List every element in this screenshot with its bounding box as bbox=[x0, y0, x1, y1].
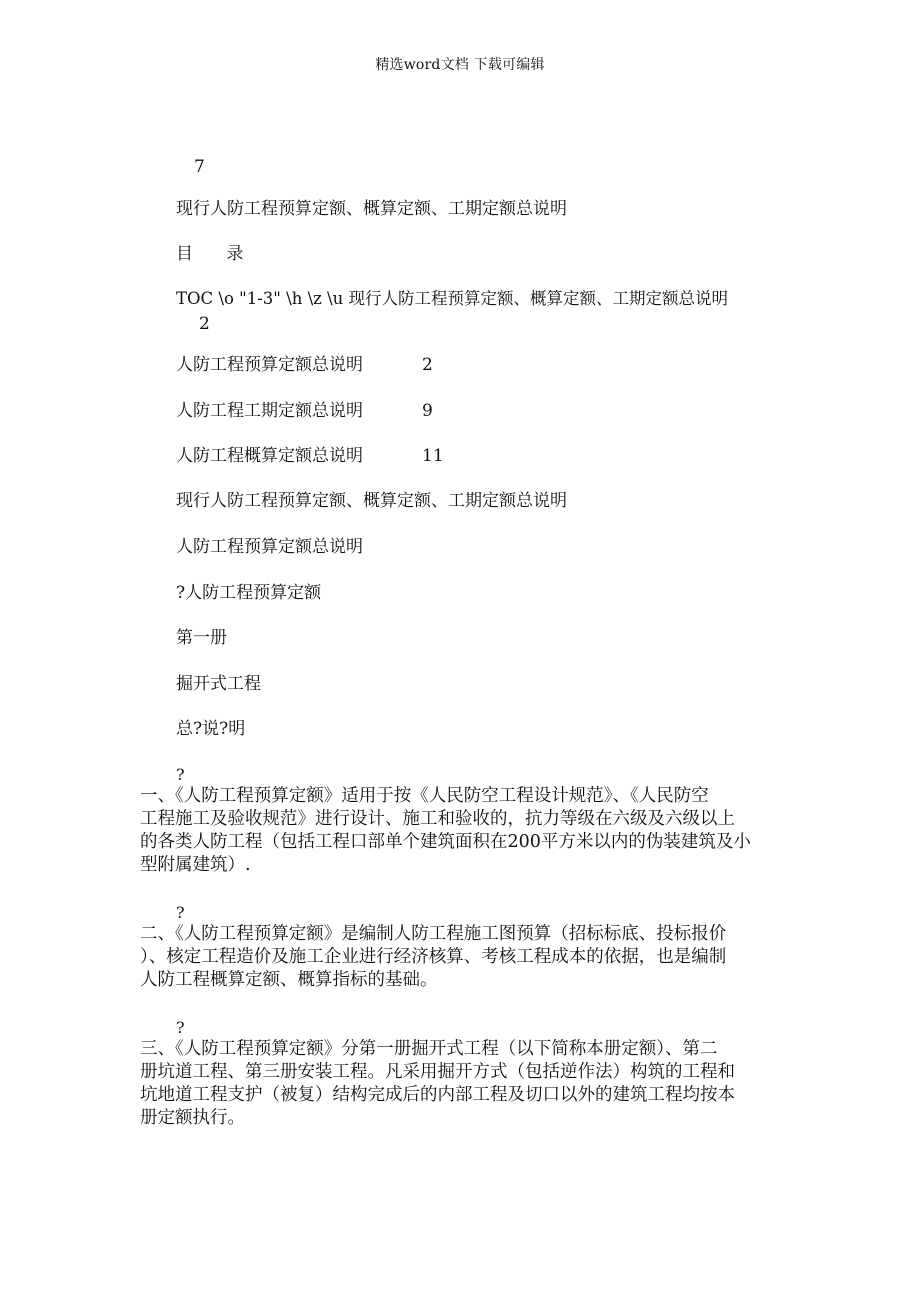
toc-heading: 目 录 bbox=[176, 244, 258, 264]
page-header: 精选word文档 下载可编辑 bbox=[375, 57, 545, 73]
paragraph-2 bbox=[140, 923, 780, 992]
paragraph-marker: ? bbox=[176, 765, 185, 784]
paragraph-line: 一、《人防工程预算定额》适用于按《人民防空工程设计规范》、《人民防空 bbox=[140, 786, 709, 806]
toc-entry-page: 2 bbox=[422, 355, 433, 375]
toc-entry-label: 人防工程预算定额总说明 bbox=[176, 355, 363, 375]
toc-field-line: TOC \o "1-3" \h \z \u 现行人防工程预算定额、概算定额、工期定额总说明 bbox=[176, 289, 728, 308]
general-note-heading: 总?说?明 bbox=[176, 719, 246, 739]
toc-entry-1[interactable] bbox=[176, 354, 363, 376]
section-subtitle: 人防工程预算定额总说明 bbox=[176, 537, 363, 557]
paragraph-1 bbox=[140, 785, 780, 877]
paragraph-line: 工程施工及验收规范》进行设计、施工和验收的，抗力等级在六级及六级以上 bbox=[140, 809, 735, 829]
paragraph-line: 三、《人防工程预算定额》分第一册掘开式工程（以下简称本册定额）、第二 bbox=[140, 1039, 718, 1059]
paragraph-line: 坑地道工程支护（被复）结构完成后的内部工程及切口以外的建筑工程均按本 bbox=[140, 1085, 735, 1105]
book-title: ?人防工程预算定额 bbox=[176, 583, 322, 603]
volume-name: 掘开式工程 bbox=[176, 674, 261, 694]
toc-entry-page: 11 bbox=[422, 446, 444, 466]
paragraph-line: 的各类人防工程（包括工程口部单个建筑面积在200平方米以内的伪装建筑及小 bbox=[140, 832, 751, 852]
paragraph-line: 册坑道工程、第三册安装工程。凡采用掘开方式（包括逆作法）构筑的工程和 bbox=[140, 1062, 735, 1082]
toc-entry-label: 人防工程概算定额总说明 bbox=[176, 446, 363, 466]
paragraph-line: 型附属建筑）. bbox=[140, 855, 251, 875]
toc-field-page: 2 bbox=[199, 314, 210, 334]
volume-label: 第一册 bbox=[176, 628, 227, 648]
paragraph-line: 人防工程概算定额、概算指标的基础。 bbox=[140, 970, 438, 990]
toc-entry-2[interactable] bbox=[176, 400, 363, 422]
page-number: 7 bbox=[194, 157, 205, 177]
toc-entry-page: 9 bbox=[422, 401, 433, 421]
section-title: 现行人防工程预算定额、概算定额、工期定额总说明 bbox=[176, 491, 567, 511]
paragraph-3 bbox=[140, 1038, 780, 1130]
toc-entry-label: 人防工程工期定额总说明 bbox=[176, 401, 363, 421]
paragraph-line: 二、《人防工程预算定额》是编制人防工程施工图预算（招标标底、投标报价 bbox=[140, 924, 727, 944]
paragraph-line: ）、核定工程造价及施工企业进行经济核算、考核工程成本的依据，也是编制 bbox=[140, 947, 727, 967]
paragraph-line: 册定额执行。 bbox=[140, 1108, 245, 1128]
main-title: 现行人防工程预算定额、概算定额、工期定额总说明 bbox=[176, 199, 567, 219]
paragraph-marker: ? bbox=[176, 1018, 185, 1037]
paragraph-marker: ? bbox=[176, 903, 185, 922]
toc-entry-3[interactable] bbox=[176, 445, 363, 467]
